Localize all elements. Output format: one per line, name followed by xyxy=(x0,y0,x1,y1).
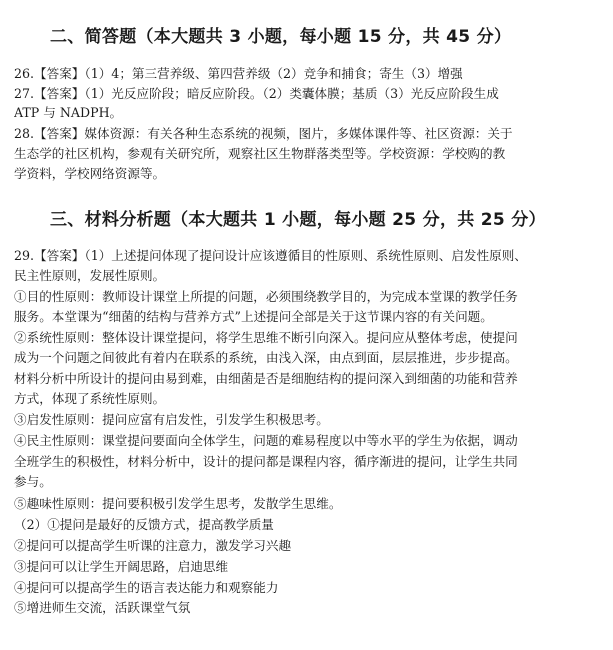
part2-item-2: ②提问可以提高学生听课的注意力，激发学习兴趣 xyxy=(14,538,292,553)
answer-28-line-cont-2: 学资料，学校网络资源等。 xyxy=(14,166,166,181)
principle-democratic-line: ④民主性原则：课堂提问要面向全体学生，问题的难易程度以中等水平的学生为依据，调动 xyxy=(14,433,518,448)
answer-27-line-cont: ATP 与 NADPH。 xyxy=(14,105,123,120)
principle-system-line: ②系统性原则：整体设计课堂提问，将学生思维不断引向深入。提问应从整体考虑，使提问 xyxy=(14,330,518,345)
answer-27-line: 27.【答案】（1）光反应阶段；暗反应阶段。（2）类囊体膜；基质（3）光反应阶段生成 xyxy=(14,86,499,101)
part2-item-3: ③提问可以让学生开阔思路，启迪思维 xyxy=(14,559,229,574)
principle-system-line-cont-1: 成为一个问题之间彼此有着内在联系的系统，由浅入深，由点到面，层层推进，步步提高。 xyxy=(14,350,518,365)
part2-item-1: （2）①提问是最好的反馈方式，提高教学质量 xyxy=(14,517,274,532)
answer-29-line: 29.【答案】（1）上述提问体现了提问设计应该遵循目的性原则、系统性原则、启发性原则、 xyxy=(14,248,527,263)
part2-item-4: ④提问可以提高学生的语言表达能力和观察能力 xyxy=(14,580,279,595)
section-title-material-analysis: 三、材料分析题（本大题共 1 小题，每小题 25 分，共 25 分） xyxy=(50,210,546,230)
principle-purpose-line: ①目的性原则：教师设计课堂上所提的问题，必须围绕教学目的，为完成本堂课的教学任务 xyxy=(14,289,518,304)
principle-system-line-cont-3: 方式，体现了系统性原则。 xyxy=(14,391,166,406)
answer-28-line: 28.【答案】媒体资源：有关各种生态系统的视频，图片，多媒体课件等、社区资源：关于 xyxy=(14,126,513,141)
principle-system-line-cont-2: 材料分析中所设计的提问由易到难，由细菌是否是细胞结构的提问深入到细菌的功能和营养 xyxy=(14,371,518,386)
answer-26-line: 26.【答案】（1）4；第三营养级、第四营养级（2）竞争和捕食；寄生（3）增强 xyxy=(14,66,463,81)
principle-heuristic-line: ③启发性原则：提问应富有启发性，引发学生积极思考。 xyxy=(14,412,329,427)
answer-29-line-cont: 民主性原则，发展性原则。 xyxy=(14,268,166,283)
principle-interest-line: ⑤趣味性原则：提问要积极引发学生思考，发散学生思维。 xyxy=(14,496,342,511)
principle-democratic-line-cont-1: 全班学生的积极性，材料分析中，设计的提问都是课程内容，循序渐进的提问，让学生共同 xyxy=(14,454,518,469)
principle-purpose-line-cont: 服务。本堂课为“细菌的结构与营养方式”上述提问全部是关于这节课内容的有关问题。 xyxy=(14,309,493,324)
section-title-short-answer: 二、简答题（本大题共 3 小题，每小题 15 分，共 45 分） xyxy=(50,27,512,47)
part2-item-5: ⑤增进师生交流，活跃课堂气氛 xyxy=(14,600,191,615)
answer-28-line-cont-1: 生态学的社区机构，参观有关研究所，观察社区生物群落类型等。学校资源：学校购的教 xyxy=(14,146,506,161)
principle-democratic-line-cont-2: 参与。 xyxy=(14,474,52,489)
